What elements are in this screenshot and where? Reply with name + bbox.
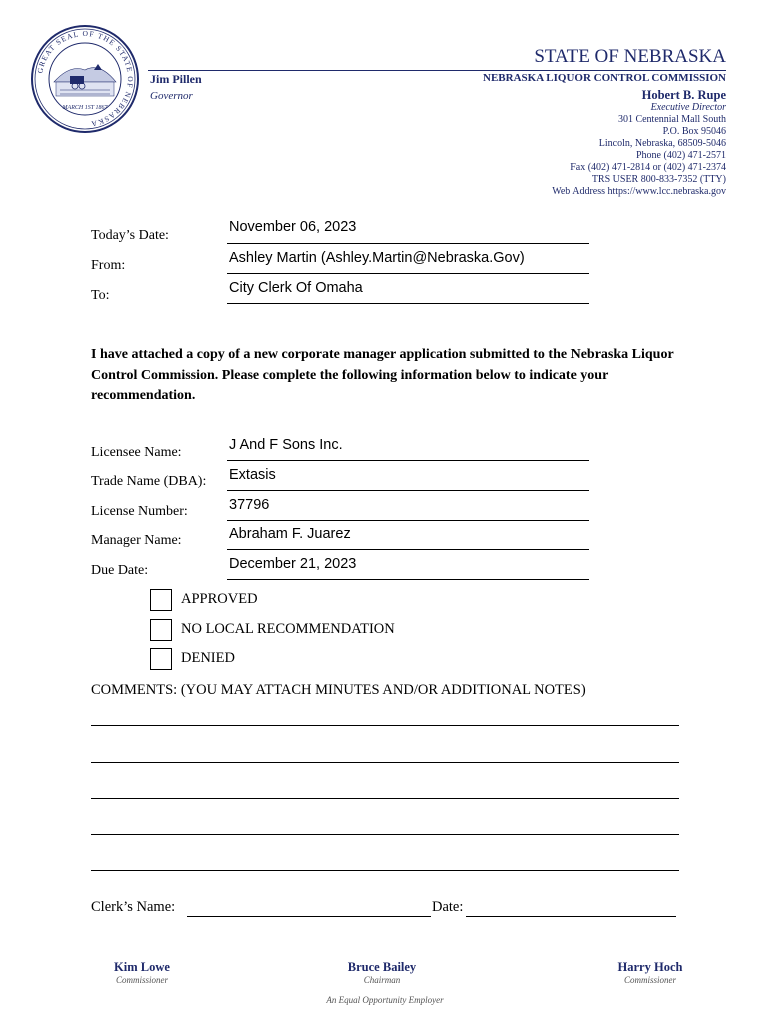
license-number-value: 37796 <box>229 497 270 513</box>
approved-label: APPROVED <box>181 591 258 607</box>
manager-name-label: Manager Name: <box>91 533 182 548</box>
chairman-block <box>322 960 442 985</box>
from-underline <box>227 273 589 274</box>
chairman-role: Chairman <box>363 975 401 985</box>
due-date-label: Due Date: <box>91 563 149 578</box>
licensee-name-label: Licensee Name: <box>91 445 182 460</box>
approved-checkbox[interactable] <box>150 589 172 611</box>
instructions-paragraph: I have attached a copy of a new corporate manager application submitted to the Nebraska Liquor Control Commission. Please complete the following information below to indicate your recommendation. <box>91 347 674 403</box>
clerk-name-line[interactable] <box>187 916 431 917</box>
comments-label: COMMENTS: (YOU MAY ATTACH MINUTES AND/OR ADDITIONAL NOTES) <box>91 682 586 698</box>
comment-line[interactable] <box>91 762 679 763</box>
web-address: Web Address https://www.lcc.nebraska.gov <box>552 186 726 197</box>
denied-label: DENIED <box>181 650 235 666</box>
manager-underline <box>227 549 589 550</box>
manager-name-value: Abraham F. Juarez <box>229 526 351 542</box>
to-underline <box>227 303 589 304</box>
director-title: Executive Director <box>650 102 726 113</box>
to-value: City Clerk Of Omaha <box>229 280 363 296</box>
no-local-recommendation-label: NO LOCAL RECOMMENDATION <box>181 621 395 637</box>
trade-underline <box>227 490 589 491</box>
todays-date-underline <box>227 243 589 244</box>
due-date-value: December 21, 2023 <box>229 556 357 572</box>
commissioner-name: Harry Hoch <box>617 960 683 974</box>
commissioner-role: Commissioner <box>115 975 168 985</box>
trade-name-value: Extasis <box>229 467 276 483</box>
license-number-label: License Number: <box>91 504 188 519</box>
address-line: P.O. Box 95046 <box>662 126 726 137</box>
header-rule <box>148 70 726 71</box>
no-local-recommendation-checkbox[interactable] <box>150 619 172 641</box>
agency-address <box>552 102 726 198</box>
licensee-name-value: J And F Sons Inc. <box>229 437 343 453</box>
state-seal-logo <box>30 24 140 134</box>
address-line: 301 Centennial Mall South <box>617 114 726 125</box>
agency-name: NEBRASKA LIQUOR CONTROL COMMISSION <box>483 72 726 84</box>
comment-line[interactable] <box>91 798 679 799</box>
denied-checkbox[interactable] <box>150 648 172 670</box>
comment-line[interactable] <box>91 870 679 871</box>
svg-text:MARCH 1ST 1867: MARCH 1ST 1867 <box>62 105 108 111</box>
comment-line[interactable] <box>91 834 679 835</box>
governor-name: Jim Pillen <box>150 72 202 86</box>
state-title: STATE OF NEBRASKA <box>534 46 726 67</box>
fax-line: Fax (402) 471-2814 or (402) 471-2374 <box>570 162 726 173</box>
svg-text:GREAT SEAL OF THE STATE OF NEB: GREAT SEAL OF THE STATE OF NEBRASKA <box>35 28 136 129</box>
commissioner-name: Kim Lowe <box>114 960 170 974</box>
director-name: Hobert B. Rupe <box>641 88 726 102</box>
from-label: From: <box>91 258 126 273</box>
from-value: Ashley Martin (Ashley.Martin@Nebraska.Gov) <box>229 250 525 266</box>
commissioner-block <box>82 960 202 985</box>
clerk-name-label: Clerk’s Name: <box>91 899 176 915</box>
governor-title: Governor <box>150 90 193 102</box>
commissioner-role: Commissioner <box>623 975 676 985</box>
todays-date-value: November 06, 2023 <box>229 219 357 235</box>
commissioner-block <box>590 960 710 985</box>
tty-line: TRS USER 800-833-7352 (TTY) <box>591 174 726 185</box>
to-label: To: <box>91 288 110 303</box>
phone-line: Phone (402) 471-2571 <box>636 150 726 161</box>
address-line: Lincoln, Nebraska, 68509-5046 <box>598 138 726 149</box>
footer-employer-note: An Equal Opportunity Employer <box>326 995 444 1005</box>
due-date-underline <box>227 579 589 580</box>
clerk-date-label: Date: <box>432 899 464 915</box>
chairman-name: Bruce Bailey <box>347 960 417 974</box>
comment-line[interactable] <box>91 725 679 726</box>
license-underline <box>227 520 589 521</box>
clerk-date-line[interactable] <box>466 916 676 917</box>
todays-date-label: Today’s Date: <box>91 228 169 243</box>
licensee-underline <box>227 460 589 461</box>
trade-name-label: Trade Name (DBA): <box>91 474 207 489</box>
